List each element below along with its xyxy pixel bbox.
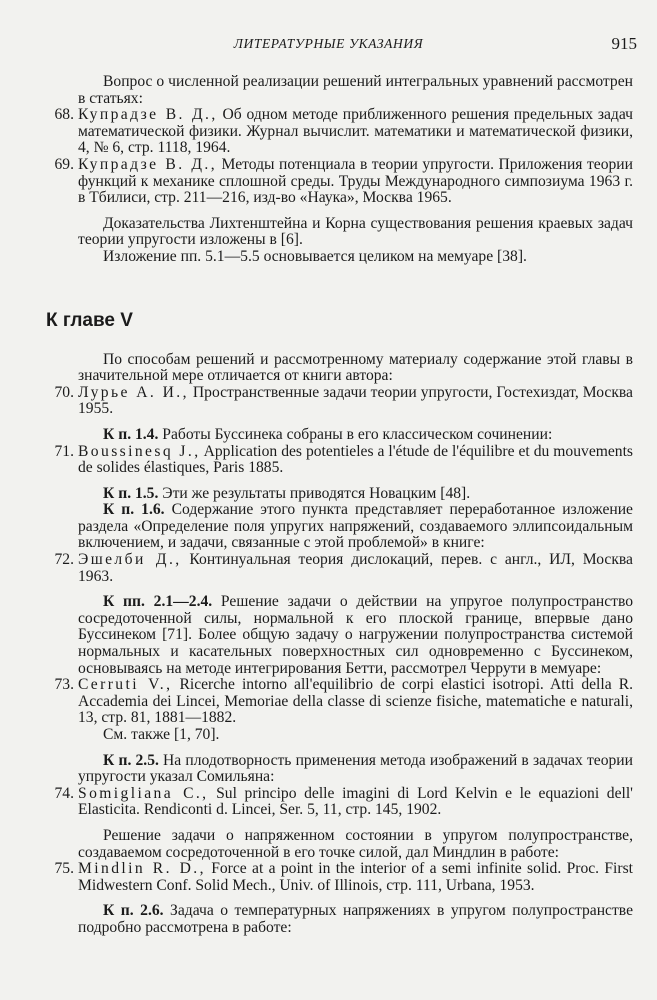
bibliography-entry: [54, 860, 633, 894]
reference-text: Sul principo delle imagini di Lord Kelvin e le equazioni dell' Elasticita. Rendiconti d. Lincei, Ser. 5, 11, стр. 145, 1902.: [78, 784, 633, 819]
reference-text: Force at a point in the interior of a semi infinite solid. Proc. First Midwestern Conf. Solid Mech., Univ. of Illinois, стр. 111, Urbana, 1953.: [78, 860, 633, 894]
reference-text: Ricerche intorno all'equilibrio de corpi elastici isotropi. Atti della R. Accademia dei Lincei, Memoriae della classe di scienze fisiche, matematiche e naturali, 13, стр. 81, 1881—1882.: [78, 676, 634, 727]
reference-number: 75.: [54, 860, 74, 878]
paragraph-text: По способам решений и рассмотренному материалу содержание этой главы в значительной мере отличается от книги автора:: [78, 350, 633, 385]
paragraph: [78, 216, 633, 249]
section-reference: К п. 1.6.: [103, 501, 165, 519]
bibliography-entry: [54, 106, 633, 157]
section-reference: К п. 2.5.: [103, 751, 159, 769]
paragraph: [78, 427, 633, 444]
paragraph-text: Работы Буссинека собраны в его классическом сочинении:: [158, 425, 553, 443]
page-body: [46, 73, 634, 937]
paragraph-text: Содержание этого пункта представляет переработанное изложение раздела «Определение поля упругих напряжений, создаваемого эллипсоидальным включением, и задачи, связанные с этой проблемой» в книге:: [78, 501, 633, 552]
reference-number: 69.: [54, 155, 74, 173]
reference-number: 70.: [54, 383, 74, 401]
reference-number: 71.: [54, 442, 74, 460]
bibliography-entry: [54, 551, 633, 585]
reference-number: 72.: [54, 551, 74, 569]
reference-text: Методы потенциала в теории упругости. Приложения теории функций к механике сплошной среды. Труды Международного симпозиума 1963 г. в Тбилиси, стр. 211—216, изд-во «Наука», Москва 1965.: [78, 155, 633, 207]
paragraph: [78, 753, 633, 786]
paragraph-text: Решение задачи о напряженном состоянии в упругом полупространстве, создаваемом сосредоточенной в его точке силой, дал Миндлин в работе:: [78, 826, 633, 861]
reference-author: Cerruti V.,: [78, 676, 173, 694]
bibliography-entry: [54, 676, 634, 727]
section-reference: К п. 2.6.: [103, 902, 164, 920]
reference-author: Лурье А. И.,: [78, 383, 189, 401]
section-reference: К п. 1.5.: [103, 484, 159, 502]
reference-text: Пространственные задачи теории упругости, Гостехиздат, Москва 1955.: [78, 383, 633, 418]
reference-author: Boussinesq J.,: [78, 442, 201, 460]
reference-author: Эшелби Д.,: [78, 551, 182, 569]
reference-number: 68.: [54, 106, 74, 124]
reference-author: Купрадзе В. Д.,: [78, 106, 218, 124]
reference-text: Об одном методе приближенного решения предельных задач математической физики. Журнал вычислит. математики и математической физики, 4, № 6, стр. 1118, 1964.: [78, 106, 633, 157]
paragraph-text: См. также [1, 70].: [103, 726, 220, 743]
paragraph: [78, 727, 633, 744]
paragraph: [78, 352, 633, 385]
reference-number: 74.: [54, 784, 74, 802]
reference-author: Mindlin R. D.,: [78, 860, 206, 878]
reference-author: Somigliana C.,: [78, 784, 209, 802]
chapter-heading: К главе V: [46, 309, 133, 331]
paragraph-text: Вопрос о численной реализации решений интегральных уравнений рассмотрен в статьях:: [78, 73, 633, 107]
paragraph-text: Доказательства Лихтенштейна и Корна существования решения краевых задач теории упругости изложены в [6].: [78, 214, 633, 249]
paragraph: [78, 249, 633, 266]
paragraph: [78, 903, 633, 936]
reference-number: 73.: [54, 676, 74, 694]
reference-author: Купрадзе В. Д.,: [78, 155, 218, 173]
bibliography-entry: [54, 155, 633, 207]
reference-text: Application des potentieles a l'étude de l'équilibre et du mouvements de solides élastiques, Paris 1885.: [78, 442, 633, 477]
paragraph-text: Решение задачи о действии на упругое полупространство сосредоточенной силы, нормальной к его плоской границе, впервые дано Буссинеком [71]. Более общую задачу о нагружении полупространства системой нормальных и касательных поверхностных сил одновременно с Буссинеком, основываясь на методе интегрирования Бетти, рассмотрел Черрути в мемуаре:: [78, 593, 633, 677]
bibliography-entry: [54, 442, 633, 477]
paragraph: [78, 74, 633, 107]
paragraph-text: Задача о температурных напряжениях в упругом полупространстве подробно рассмотрена в работе:: [78, 902, 633, 936]
bibliography-entry: [54, 383, 633, 418]
running-header: [0, 36, 657, 56]
paragraph: [78, 486, 633, 503]
section-reference: К пп. 2.1—2.4.: [103, 593, 213, 611]
page-number: 915: [611, 34, 637, 53]
paragraph: [78, 828, 633, 861]
paragraph-text: Эти же результаты приводятся Новацким [48].: [158, 484, 471, 502]
paragraph: [78, 594, 633, 677]
bibliography-entry: [54, 784, 633, 819]
section-reference: К п. 1.4.: [103, 425, 159, 443]
paragraph-text: Изложение пп. 5.1—5.5 основывается целиком на мемуаре [38].: [103, 247, 527, 265]
reference-text: Континуальная теория дислокаций, перев. с англ., ИЛ, Москва 1963.: [78, 551, 633, 585]
paragraph-text: На плодотворность применения метода изображений в задачах теории упругости указал Сомильяна:: [78, 751, 633, 786]
paragraph: [78, 502, 633, 552]
running-title: ЛИТЕРАТУРНЫЕ УКАЗАНИЯ: [233, 36, 424, 51]
